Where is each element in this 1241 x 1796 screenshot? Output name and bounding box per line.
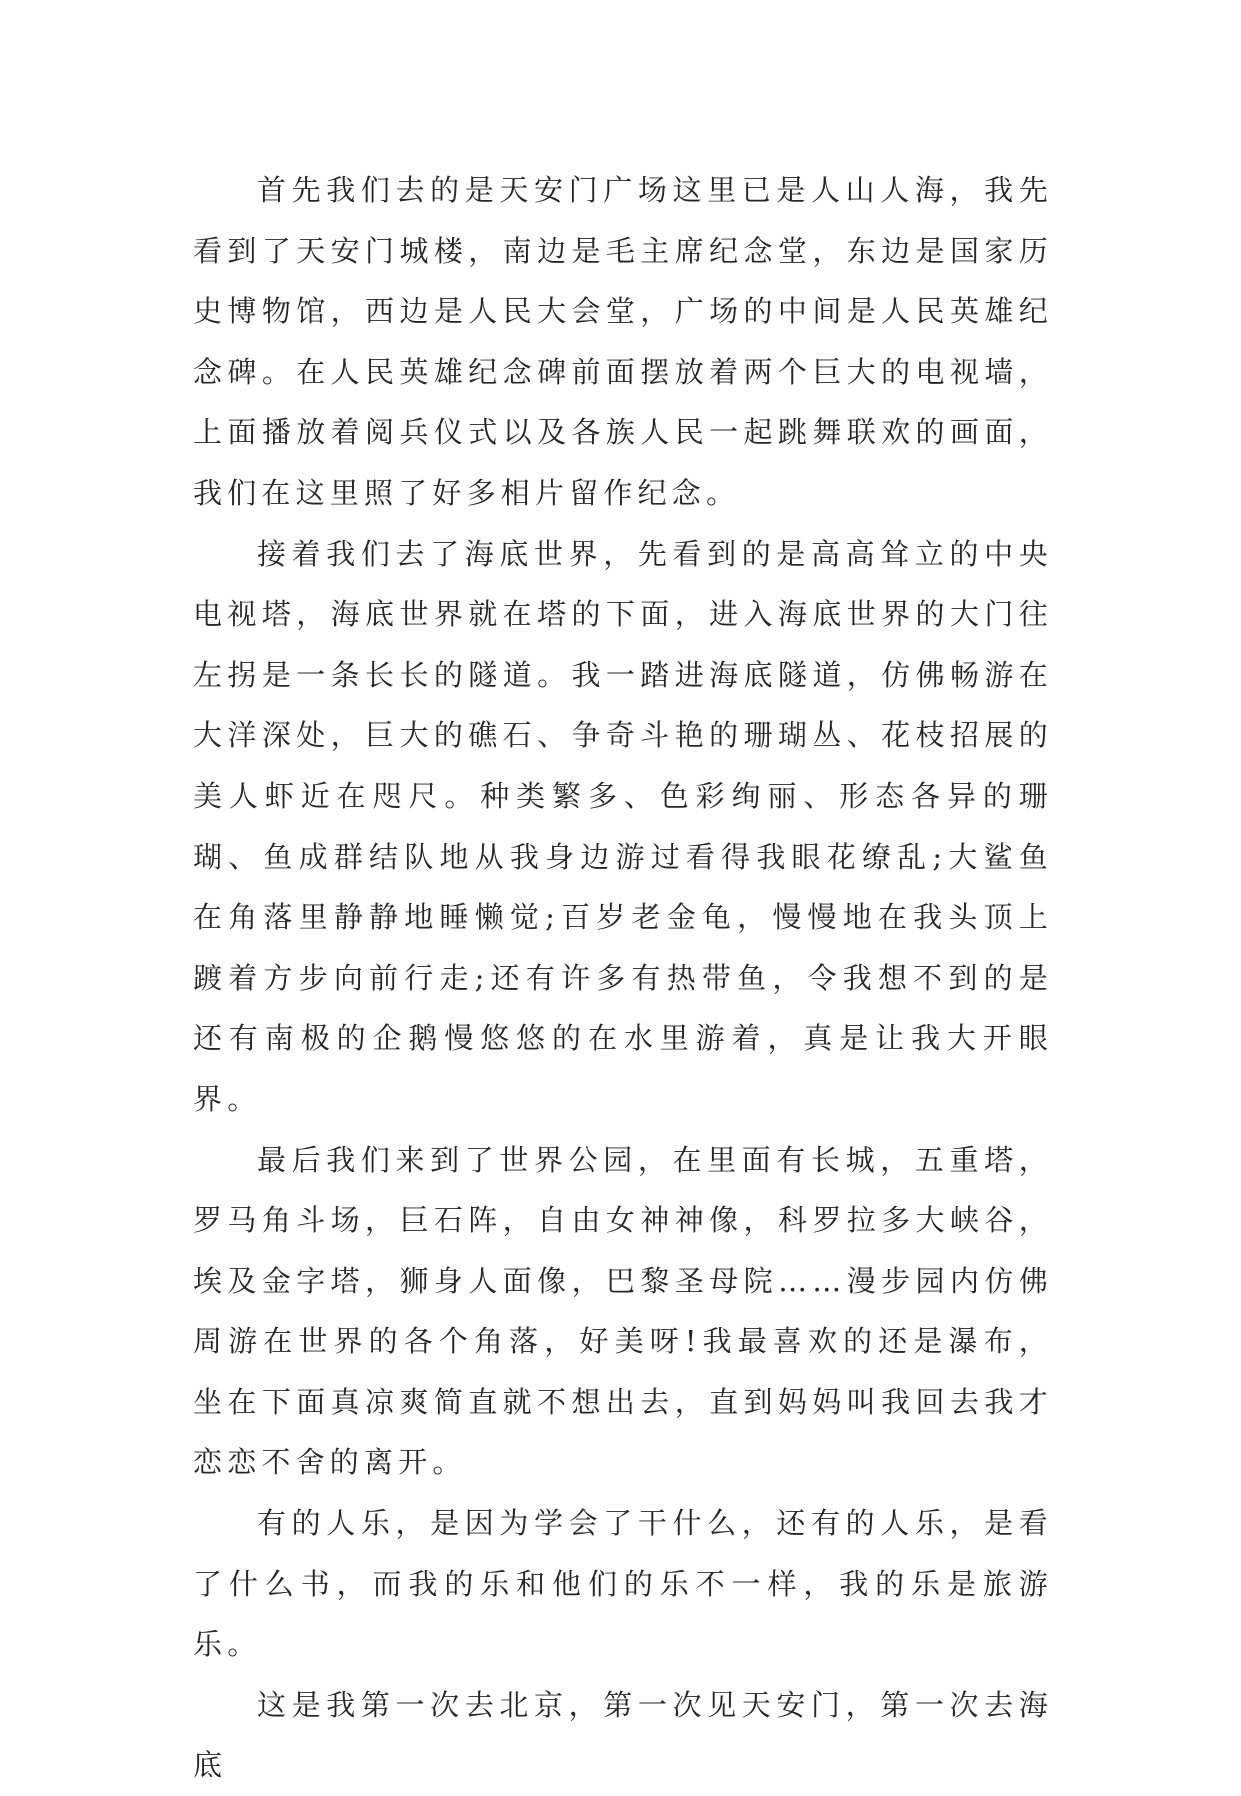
paragraph-tiananmen: 首先我们去的是天安门广场这里已是人山人海，我先看到了天安门城楼，南边是毛主席纪念堂，东边是国家历史博物馆，西边是人民大会堂，广场的中间是人民英雄纪念碑。在人民英雄纪念碑前面摆放着两个巨大的电视墙，上面播放着阅兵仪式以及各族人民一起跳舞联欢的画面，我们在这里照了好多相片留作纪念。 xyxy=(193,173,1053,510)
paragraph-happiness: 有的人乐，是因为学会了干什么，还有的人乐，是看了什么书，而我的乐和他们的乐不一样，我的乐是旅游乐。 xyxy=(193,1506,1053,1662)
paragraph-world-park: 最后我们来到了世界公园，在里面有长城，五重塔，罗马角斗场，巨石阵，自由女神神像，科罗拉多大峡谷，埃及金字塔，狮身人面像，巴黎圣母院……漫步园内仿佛周游在世界的各个角落，好美呀!我最喜欢的还是瀑布，坐在下面真凉爽简直就不想出去，直到妈妈叫我回去我才恋恋不舍的离开。 xyxy=(193,1142,1053,1480)
paragraph-aquarium: 接着我们去了海底世界，先看到的是高高耸立的中央电视塔，海底世界就在塔的下面，进入海底世界的大门往左拐是一条长长的隧道。我一踏进海底隧道，仿佛畅游在大洋深处，巨大的礁石、争奇斗艳的珊瑚丛、花枝招展的美人虾近在咫尺。种类繁多、色彩绚丽、形态各异的珊瑚、鱼成群结队地从我身边游过看得我眼花缭乱;大鲨鱼在角落里静静地睡懒觉;百岁老金龟，慢慢地在我头顶上踱着方步向前行走;还有许多有热带鱼，令我想不到的是还有南极的企鹅慢悠悠的在水里游着，真是让我大开眼界。 xyxy=(193,536,1053,1116)
document-body xyxy=(193,160,1053,1796)
paragraph-first-time: 这是我第一次去北京，第一次见天安门，第一次去海底 xyxy=(193,1687,1053,1783)
